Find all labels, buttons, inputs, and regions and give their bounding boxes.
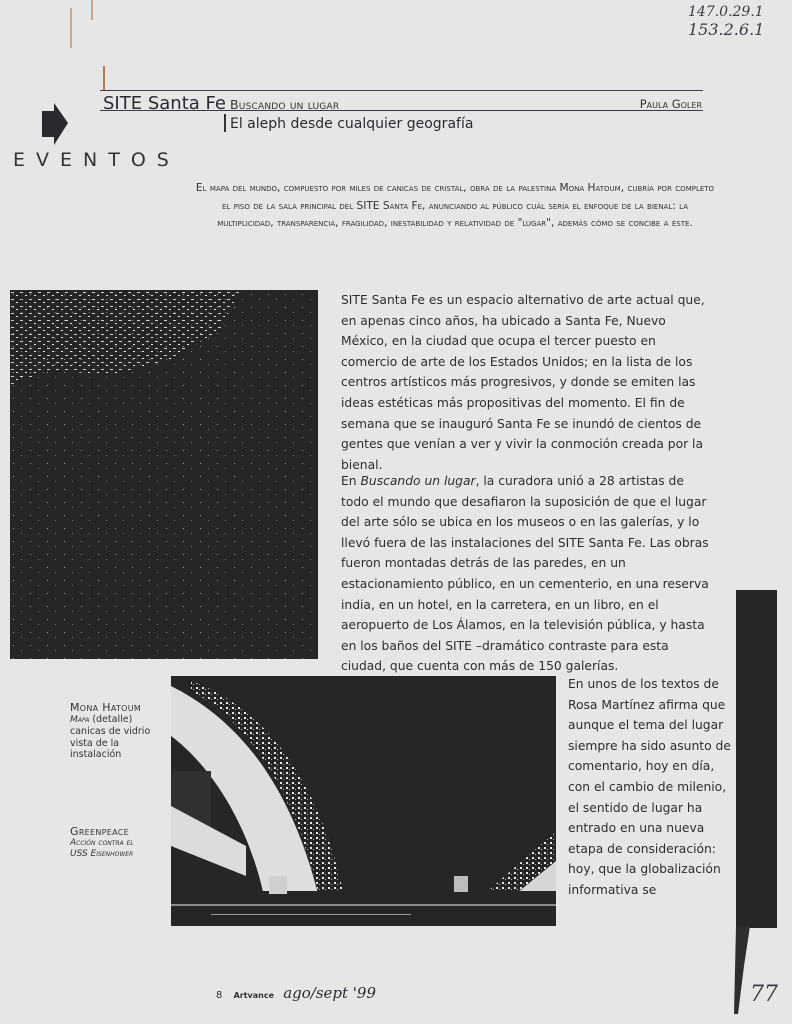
article-title: SITE Santa Fe — [103, 93, 226, 114]
photo-greenpeace-uss-eisenhower — [171, 676, 556, 926]
margin-bar — [736, 590, 777, 928]
caption-artist: Mona Hatoum — [70, 701, 142, 714]
section-label: EVENTOS — [13, 149, 180, 171]
handwritten-date: ago/sept '99 — [283, 984, 376, 1002]
caption-line: vista de la instalación — [70, 737, 122, 760]
photo-texture — [171, 676, 556, 926]
p2-lead: En — [341, 474, 361, 488]
caption-work — [70, 714, 170, 727]
caption-mona-hatoum — [70, 702, 170, 761]
archive-code-2: 153.2.6.1 — [688, 20, 765, 39]
page-number: 8 — [216, 990, 223, 1001]
body-paragraph-3: En unos de los textos de Rosa Martínez afirma que aunque el tema del lugar siempre ha sido asunto de comentario, hoy en día, con el cambio de milenio, el sentido de lugar ha entrado en una nueva etapa de consideración: hoy, que la globalización informativa se — [568, 677, 731, 897]
header-rule-top — [100, 90, 703, 91]
lead-paragraph: El mapa del mundo, compuesto por miles de canicas de cristal, obra de la palestina Mona Hatoum, cubría por completo el piso de la sala principal del SITE Santa Fe, anunciando al público cuál sería el enfoque de la bienal: la multiplicidad, transparencia, fragilidad, inestabilidad y relatividad de "lugar", además cómo se concibe a éste. — [195, 182, 715, 229]
p2-italic-title: Buscando un lugar — [360, 474, 476, 488]
caption-work-detail: (detalle) — [89, 713, 133, 725]
page-footer — [216, 984, 376, 1002]
p2-rest: , la curadora unió a 28 artistas de todo el mundo que desafiaron la suposición de que el lugar del arte sólo se ubica en los museos o en las galerías, y lo llevó fuera de las instalaciones del SITE Santa Fe. Las obras fueron montadas detrás de las paredes, en un estacionamiento público, en un cementerio, en una reserva india, en un hotel, en la carretera, en un libro, en el aeropuerto de Los Álamos, en la televisión pública, y hasta en los baños del SITE –dramático contraste para esta ciudad, que cuenta con más de 150 galerías. — [341, 474, 709, 674]
staple-mark — [70, 8, 72, 48]
article-deck: El aleph desde cualquier geografía — [230, 116, 474, 132]
arrow-right-icon — [42, 103, 68, 145]
caption-line: USS Eisenhower — [70, 849, 134, 859]
magazine-name: Artvance — [233, 991, 274, 1000]
photo-mona-hatoum-mapa — [10, 290, 318, 659]
handwritten-page-number: 77 — [750, 982, 778, 1007]
body-paragraph-2 — [341, 471, 711, 677]
body-paragraph-1: SITE Santa Fe es un espacio alternativo de arte actual que, en apenas cinco años, ha ubicado a Santa Fe, Nuevo México, en la ciudad que ocupa el tercer puesto en comercio de arte de los Estados Unidos; en la lista de los centros artísticos más progresivos, y donde se emiten las ideas estéticas más propositivas del momento. El fin de semana que se inauguró Santa Fe se inundó de cientos de gentes que venían a ver y vivir la conmoción creada por la bienal. — [341, 293, 705, 472]
caption-work-title: Mapa — [70, 714, 90, 725]
deck-bar — [224, 114, 226, 132]
photo-texture — [10, 290, 318, 659]
staple-mark — [103, 66, 105, 90]
caption-greenpeace — [70, 826, 170, 861]
article-subtitle: Buscando un lugar — [230, 97, 340, 112]
caption-line: Acción contra el — [70, 837, 134, 848]
archive-code-1: 147.0.29.1 — [688, 4, 764, 20]
author-name: Paula Goler — [639, 97, 702, 111]
caption-artist: Greenpeace — [70, 825, 130, 838]
staple-mark — [91, 0, 93, 20]
margin-bar-smudge — [732, 926, 752, 1016]
caption-line: canicas de vidrio — [70, 726, 151, 737]
